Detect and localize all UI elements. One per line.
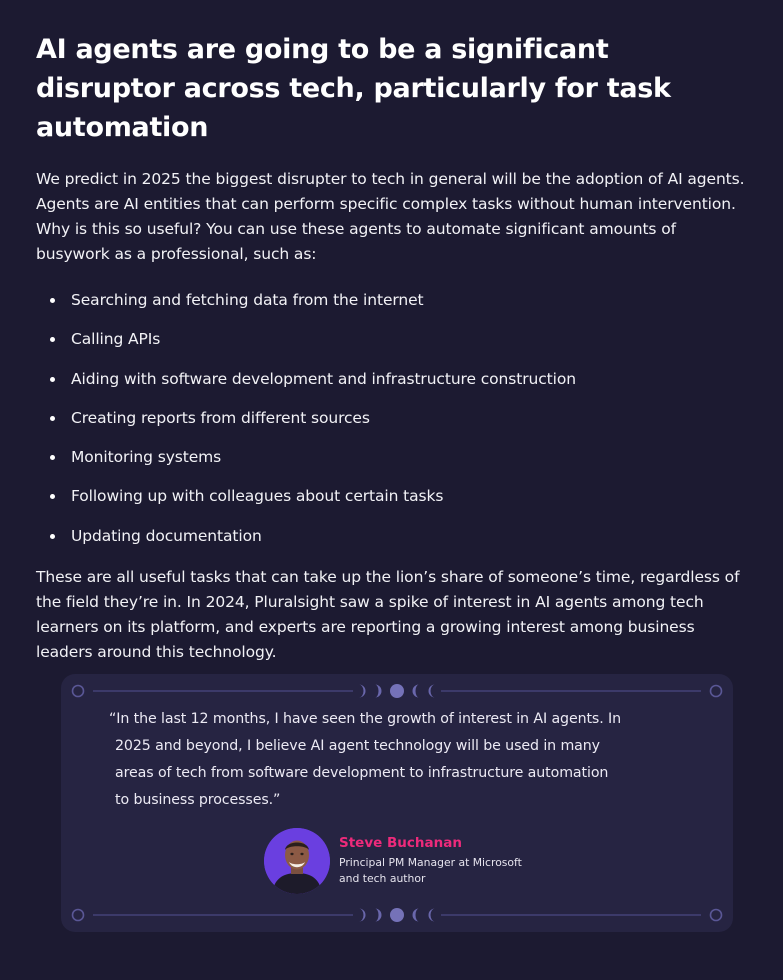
moon-phase-divider-icon: [61, 682, 733, 700]
author-role-line: and tech author: [339, 871, 426, 885]
list-item: [36, 447, 748, 467]
article-heading: AI agents are going to be a significant disruptor across tech, particularly for task automation: [36, 34, 671, 143]
article: [36, 30, 748, 665]
bullet-icon: [50, 377, 55, 382]
avatar: [264, 828, 330, 894]
list-item-text: Calling APIs: [71, 330, 161, 349]
bullet-icon: [50, 455, 55, 460]
author-name: Steve Buchanan: [339, 835, 462, 851]
author-role: [339, 855, 539, 886]
quote-line: “In the last 12 months, I have seen the growth of interest in AI agents. In: [109, 711, 622, 727]
intro-paragraph: We predict in 2025 the biggest disrupter to tech in general will be the adoption of AI agents. Agents are AI entities that can perform specific complex tasks without human intervention. Why is this so useful? You can use these agents to automate significant amounts of busywork as a professional, such as:: [36, 170, 745, 263]
list-item: [36, 408, 748, 428]
author-block: [264, 828, 564, 894]
bullet-icon: [50, 337, 55, 342]
list-item-text: Monitoring systems: [71, 448, 222, 467]
list-item-text: Following up with colleagues about certain tasks: [71, 487, 444, 506]
list-item: [36, 369, 748, 389]
quote-line: to business processes.”: [115, 792, 281, 808]
list-item: [36, 526, 748, 546]
testimonial-quote: [109, 706, 649, 814]
bullet-icon: [50, 298, 55, 303]
task-list: [36, 290, 748, 546]
bullet-icon: [50, 534, 55, 539]
list-item: [36, 290, 748, 310]
list-item-text: Updating documentation: [71, 526, 262, 545]
bullet-icon: [50, 494, 55, 499]
quote-card: [61, 674, 733, 932]
list-item-text: Creating reports from different sources: [71, 408, 370, 427]
list-item-text: Aiding with software development and infrastructure construction: [71, 369, 576, 388]
moon-phase-divider-icon: [61, 906, 733, 924]
list-item: [36, 329, 748, 349]
author-role-line: Principal PM Manager at Microsoft: [339, 856, 522, 869]
conclusion-paragraph: These are all useful tasks that can take up the lion’s share of someone’s time, regardless of the field they’re in. In 2024, Pluralsight saw a spike of interest in AI agents among tech learners on its platform, and experts are reporting a growing interest among business leaders around this technology.: [36, 568, 740, 662]
quote-line: 2025 and beyond, I believe AI agent technology will be used in many: [115, 738, 600, 754]
list-item: [36, 486, 748, 506]
quote-line: areas of tech from software development to infrastructure automation: [115, 765, 609, 781]
list-item-text: Searching and fetching data from the internet: [71, 291, 424, 309]
bullet-icon: [50, 416, 55, 421]
